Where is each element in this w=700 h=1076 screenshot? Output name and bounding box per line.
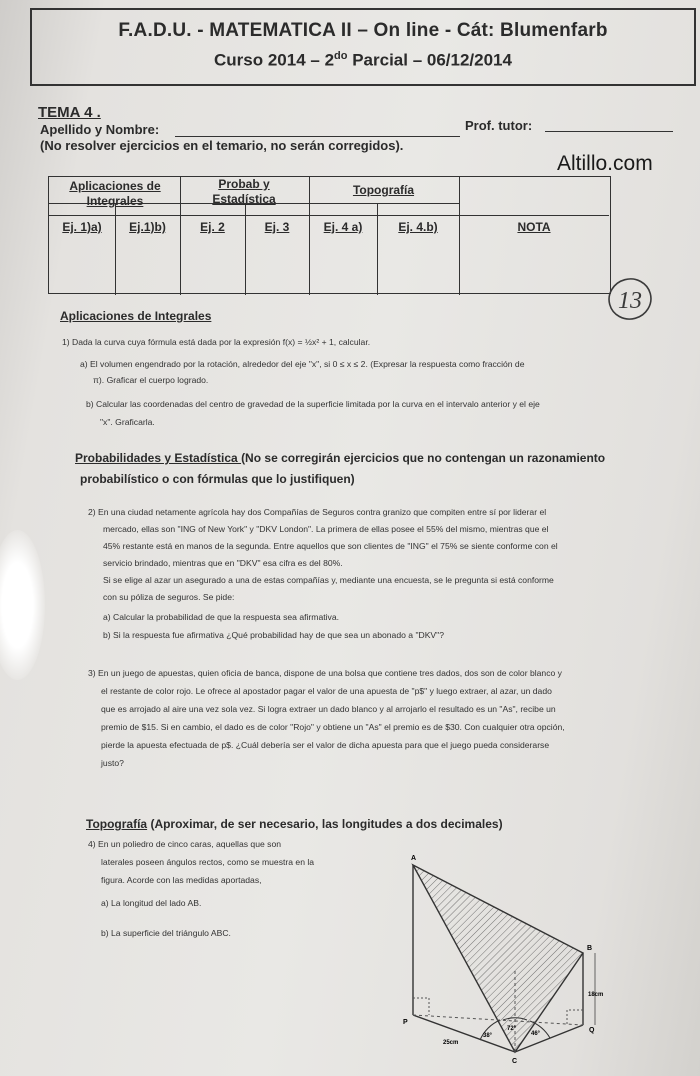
question-4-line2: laterales poseen ángulos rectos, como se muestra en la (101, 857, 315, 867)
question-1a-line1: a) El volumen engendrado por la rotación, alrededor del eje "x", si 0 ≤ x ≤ 2. (Expresar la respuesta como fracción de (80, 359, 525, 369)
length-18cm-label: 18cm (588, 992, 604, 998)
topografia-title: Topografía (86, 817, 148, 831)
tutor-field[interactable] (545, 131, 673, 132)
table-divider (245, 203, 246, 295)
table-divider (115, 203, 116, 295)
question-1b-line2: "x". Graficarla. (100, 417, 155, 427)
section-subtitle-probabilidad: probabilístico o con fórmulas que lo justifiquen) (80, 472, 355, 486)
col-ej1a: Ej. 1)a) (62, 220, 102, 234)
table-divider (377, 203, 378, 295)
question-4-line3: figura. Acorde con las medidas aportadas, (101, 875, 262, 885)
question-1a-line2: π). Graficar el cuerpo logrado. (93, 375, 209, 385)
col-ej1b: Ej.1)b) (129, 220, 166, 234)
question-2-line5: Si se elige al azar un asegurado a una de estas compañías y, mediante una encuesta, se le pregunta si está conforme (103, 575, 554, 585)
polyhedron-figure (395, 850, 625, 1065)
group-integrales: Aplicaciones de Integrales (69, 179, 161, 208)
section-title-probabilidad (75, 451, 605, 465)
question-4-line1: 4) En un poliedro de cinco caras, aquellas que son (88, 839, 282, 849)
question-4b: b) La superficie del triángulo ABC. (101, 928, 231, 938)
grade-value: 13 (618, 288, 642, 314)
length-25cm-label: 25cm (443, 1040, 459, 1046)
vertex-c-label: C (512, 1058, 518, 1065)
col-nota: NOTA (517, 220, 551, 234)
table-divider (459, 177, 460, 295)
question-2a: a) Calcular la probabilidad de que la respuesta sea afirmativa. (103, 612, 339, 622)
instructions-note: (No resolver ejercicios en el temario, no serán corregidos). (40, 138, 404, 153)
section-title-topografia (86, 817, 503, 831)
vertex-p-label: P (403, 1019, 408, 1026)
table-divider (309, 177, 310, 295)
col-ej4a: Ej. 4 a) (323, 220, 363, 234)
question-4a: a) La longitud del lado AB. (101, 898, 202, 908)
col-ej4b: Ej. 4.b) (398, 220, 438, 234)
question-1: 1) Dada la curva cuya fórmula está dada por la expresión f(x) = ½x² + 1, calcular. (62, 337, 371, 347)
angle-46-label: 46° (531, 1031, 541, 1037)
handwritten-grade (606, 275, 654, 323)
vertex-b-label: B (587, 945, 593, 952)
question-2-line6: con su póliza de seguros. Se pide: (103, 592, 235, 602)
watermark: Altillo.com (557, 152, 653, 175)
probabilidad-title: Probabilidades y Estadística (75, 451, 242, 465)
question-2-line4: servicio brindado, mientras que en "DKV" esa cifra es del 80%. (103, 558, 343, 568)
question-3-line4: premio de $15. Si en cambio, el dado es de color "Rojo" y obtiene un "As" el premio es de $30. Con cualquier otra opción, (101, 722, 565, 732)
apellido-label: Apellido y Nombre: (40, 122, 160, 137)
question-3-line2: el restante de color rojo. Le ofrece al apostador pagar el valor de una apuesta de "p$" y luego extraer, al azar, un dado (101, 686, 552, 696)
col-ej3: Ej. 3 (264, 220, 290, 234)
table-divider (49, 215, 609, 216)
probabilidad-note: (No se corregirán ejercicios que no contengan un razonamiento (241, 451, 606, 465)
question-1b-line1: b) Calcular las coordenadas del centro de gravedad de la superficie limitada por la curva en el intervalo anterior y el eje (86, 399, 540, 409)
question-3-line6: justo? (101, 758, 124, 768)
exam-header (30, 8, 696, 86)
question-2-line3: 45% restante está en manos de la segunda. Entre aquellos que son clientes de "ING" el 75% se siente conforme con el (103, 541, 558, 551)
apellido-field[interactable] (175, 136, 460, 137)
col-ej2: Ej. 2 (200, 220, 225, 234)
header-superscript: do (334, 50, 348, 62)
section-title-integrales: Aplicaciones de Integrales (60, 309, 212, 323)
question-2b: b) Si la respuesta fue afirmativa ¿Qué probabilidad hay de que sea un abonado a "DKV"? (103, 630, 444, 640)
header-title: F.A.D.U. - MATEMATICA II – On line - Cát: Blumenfarb (118, 20, 608, 41)
tema-label: TEMA 4 . (38, 104, 101, 121)
grade-table (48, 176, 611, 294)
header-date: Parcial – 06/12/2014 (347, 50, 512, 70)
question-2-line2: mercado, ellas son "ING of New York" y "DKV London". La primera de ellas posee el 55% del mismo, mientras que el (103, 524, 549, 534)
question-2-line1: 2) En una ciudad netamente agrícola hay dos Compañías de Seguros contra granizo que compiten entre sí por liderar el (88, 507, 547, 517)
question-3-line3: que es arrojado al aire una vez sola vez. Si logra extraer un dado blanco y al arrojarlo el resultado es un "As", recibe un (101, 704, 556, 714)
tutor-label: Prof. tutor: (465, 118, 533, 133)
vertex-q-label: Q (589, 1027, 595, 1034)
question-3-line1: 3) En un juego de apuestas, quien oficia de banca, dispone de una bolsa que contiene tres dados, dos son de color blanco y (88, 668, 562, 678)
group-topografia: Topografía (352, 183, 415, 197)
table-divider (180, 177, 181, 295)
header-course: Curso 2014 – 2 (214, 50, 335, 70)
angle-72-label: 72° (507, 1026, 517, 1032)
angle-38-label: 38° (483, 1033, 493, 1039)
vertex-a-label: A (411, 855, 417, 862)
header-subtitle (32, 50, 694, 71)
topografia-note: (Aproximar, de ser necesario, las longitudes a dos decimales) (147, 817, 503, 831)
group-probab: Probab y Estadística (212, 177, 276, 206)
question-3-line5: pierde la apuesta efectuada de p$. ¿Cuál debería ser el valor de dicha apuesta para que el juego pueda considerarse (101, 740, 550, 750)
